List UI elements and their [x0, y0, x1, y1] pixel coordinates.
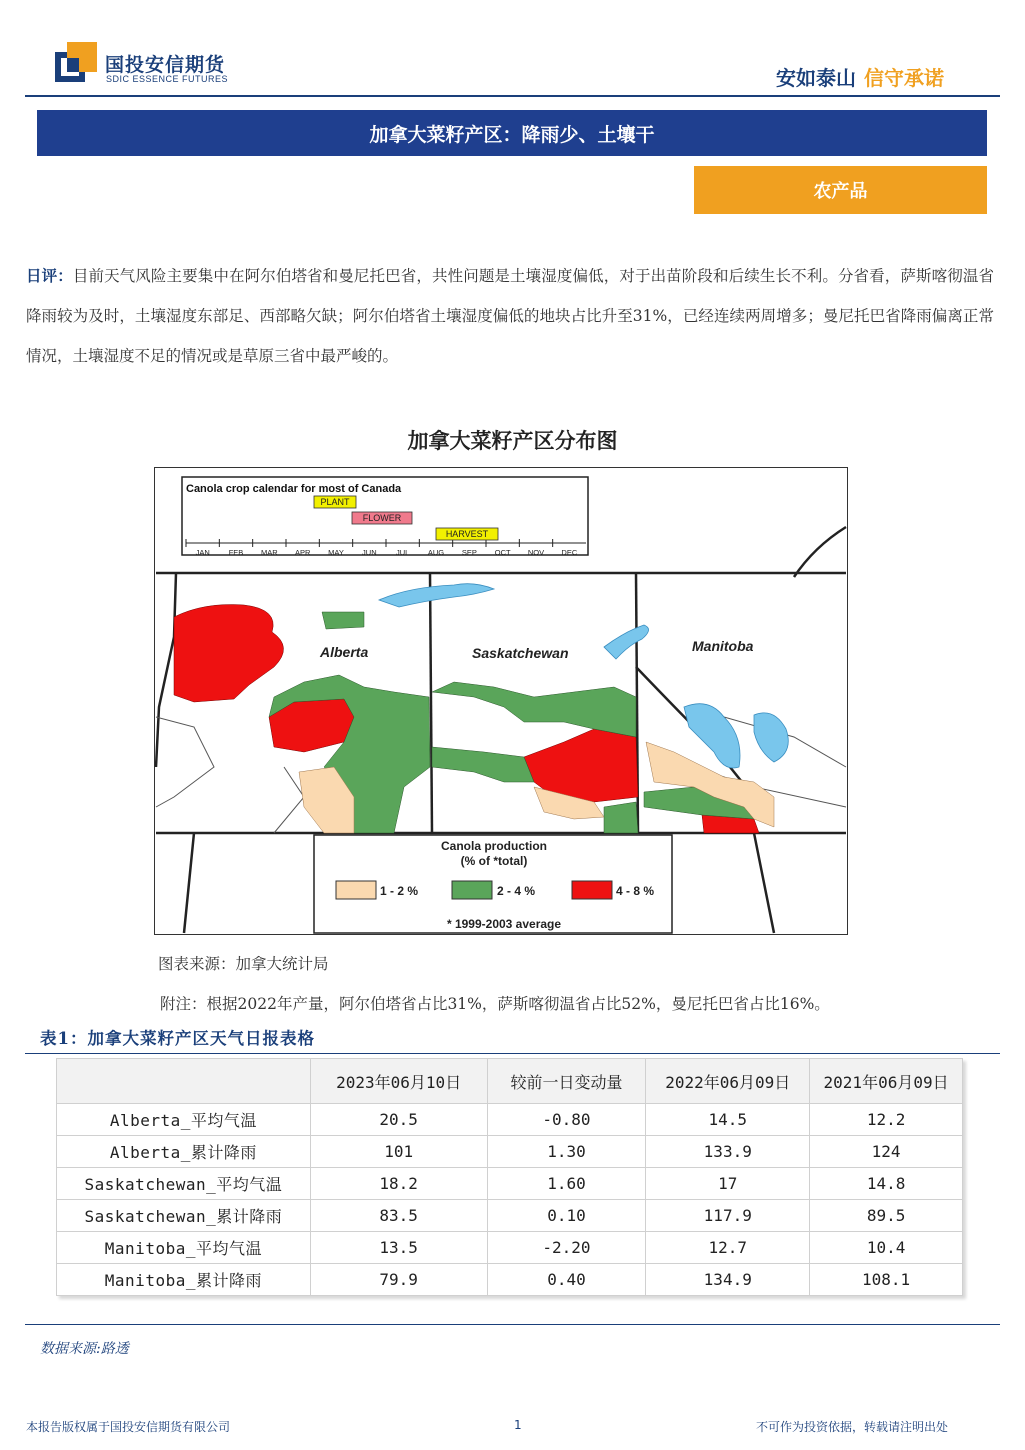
commentary-label: 日评：	[26, 266, 73, 285]
province-label-saskatchewan: Saskatchewan	[472, 645, 569, 661]
table-header	[57, 1059, 311, 1104]
table-cell: 117.9	[646, 1200, 810, 1232]
logo-company-name-en: SDIC ESSENCE FUTURES	[106, 74, 229, 84]
table-cell: 17	[646, 1168, 810, 1200]
bottom-divider	[25, 1324, 1000, 1325]
calendar-month-label: APR	[294, 548, 311, 557]
calendar-month-label: DEC	[561, 548, 578, 557]
calendar-month-label: OCT	[494, 548, 511, 557]
province-label-alberta: Alberta	[320, 644, 369, 660]
table-header: 较前一日变动量	[487, 1059, 646, 1104]
table-cell: Saskatchewan_平均气温	[57, 1168, 311, 1200]
calendar-month-label: JUL	[395, 548, 410, 557]
table-cell: 14.5	[646, 1104, 810, 1136]
table-row	[57, 1264, 963, 1296]
crop-calendar	[182, 477, 588, 557]
province-label-manitoba: Manitoba	[692, 638, 754, 654]
calendar-month-label: MAY	[328, 548, 344, 557]
slogan-part-1: 安如泰山	[776, 66, 856, 90]
logo-company-name: 国投安信期货	[105, 54, 226, 76]
table-cell: -0.80	[487, 1104, 646, 1136]
table-cell: Saskatchewan_累计降雨	[57, 1200, 311, 1232]
stage-flower-label: FLOWER	[362, 513, 402, 523]
daily-commentary	[26, 256, 994, 376]
slogan-part-2: 信守承诺	[864, 66, 944, 90]
calendar-month-label: NOV	[527, 548, 545, 557]
calendar-month-label: MAR	[260, 548, 278, 557]
table-cell: 124	[810, 1136, 963, 1168]
table-row	[57, 1136, 963, 1168]
legend-item-2-4: 2 - 4 %	[497, 884, 536, 898]
legend-item-1-2: 1 - 2 %	[380, 884, 419, 898]
slogan	[776, 62, 944, 91]
table-row	[57, 1104, 963, 1136]
figure-note: 附注：根据2022年产量，阿尔伯塔省占比31%，萨斯喀彻温省占比52%，曼尼托巴省占比16%。	[160, 995, 830, 1013]
weather-table	[56, 1058, 963, 1296]
legend-title-1: Canola production	[441, 839, 547, 853]
legend-footnote: * 1999-2003 average	[446, 917, 562, 931]
table-cell: 79.9	[310, 1264, 487, 1296]
table-header: 2022年06月09日	[646, 1059, 810, 1104]
map-legend	[314, 835, 672, 933]
table-header-row	[57, 1059, 963, 1104]
table-cell: 20.5	[310, 1104, 487, 1136]
table-cell: 12.2	[810, 1104, 963, 1136]
table-cell: 0.40	[487, 1264, 646, 1296]
legend-item-4-8: 4 - 8 %	[616, 884, 655, 898]
footer-disclaimer: 不可作为投资依据，转载请注明出处	[756, 1420, 949, 1434]
table-divider	[25, 1053, 1000, 1054]
table-row	[57, 1168, 963, 1200]
page-number: 1	[514, 1418, 522, 1432]
table-cell: Manitoba_平均气温	[57, 1232, 311, 1264]
canola-region-map	[154, 467, 848, 935]
calendar-month-label: SEP	[461, 548, 477, 557]
table-header: 2023年06月10日	[310, 1059, 487, 1104]
table-cell: 133.9	[646, 1136, 810, 1168]
report-title: 加拿大菜籽产区：降雨少、土壤干	[37, 110, 987, 156]
table-cell: 108.1	[810, 1264, 963, 1296]
calendar-month-label: JAN	[195, 548, 210, 557]
table-cell: 10.4	[810, 1232, 963, 1264]
figure-title: 加拿大菜籽产区分布图	[407, 428, 618, 453]
table-source: 数据来源:路透	[40, 1341, 129, 1357]
legend-title-2: (% of *total)	[460, 854, 528, 868]
footer-copyright: 本报告版权属于国投安信期货有限公司	[26, 1420, 231, 1434]
table-cell: 1.30	[487, 1136, 646, 1168]
crop-calendar-title: Canola crop calendar for most of Canada	[186, 483, 402, 495]
table-title: 表1：加拿大菜籽产区天气日报表格	[40, 1029, 315, 1048]
calendar-month-label: FEB	[228, 548, 244, 557]
header-divider	[25, 95, 1000, 97]
calendar-month-label: JUN	[362, 548, 377, 557]
table-cell: -2.20	[487, 1232, 646, 1264]
table-cell: 0.10	[487, 1200, 646, 1232]
company-logo-icon	[55, 42, 97, 84]
stage-harvest-label: HARVEST	[445, 529, 489, 539]
table-header: 2021年06月09日	[810, 1059, 963, 1104]
table-cell: Alberta_累计降雨	[57, 1136, 311, 1168]
category-badge: 农产品	[694, 166, 987, 214]
table-cell: 14.8	[810, 1168, 963, 1200]
table-cell: 1.60	[487, 1168, 646, 1200]
table-row	[57, 1200, 963, 1232]
table-cell: Manitoba_累计降雨	[57, 1264, 311, 1296]
table-cell: 101	[310, 1136, 487, 1168]
table-cell: 13.5	[310, 1232, 487, 1264]
calendar-month-label: AUG	[427, 548, 445, 557]
table-row	[57, 1232, 963, 1264]
table-cell: 12.7	[646, 1232, 810, 1264]
table-cell: 134.9	[646, 1264, 810, 1296]
table-cell: 83.5	[310, 1200, 487, 1232]
figure-source: 图表来源：加拿大统计局	[158, 955, 329, 973]
commentary-text: 目前天气风险主要集中在阿尔伯塔省和曼尼托巴省，共性问题是土壤湿度偏低，对于出苗阶段和后续生长不利。分省看，萨斯喀彻温省降雨较为及时，土壤湿度东部足、西部略欠缺；阿尔伯塔省土壤湿度偏低的地块占比升至31%，已经连续两周增多；曼尼托巴省降雨偏离正常情况，土壤湿度不足的情况或是草原三省中最严峻的。	[26, 267, 994, 365]
stage-plant-label: PLANT	[320, 497, 350, 507]
table-cell: Alberta_平均气温	[57, 1104, 311, 1136]
table-cell: 18.2	[310, 1168, 487, 1200]
table-cell: 89.5	[810, 1200, 963, 1232]
